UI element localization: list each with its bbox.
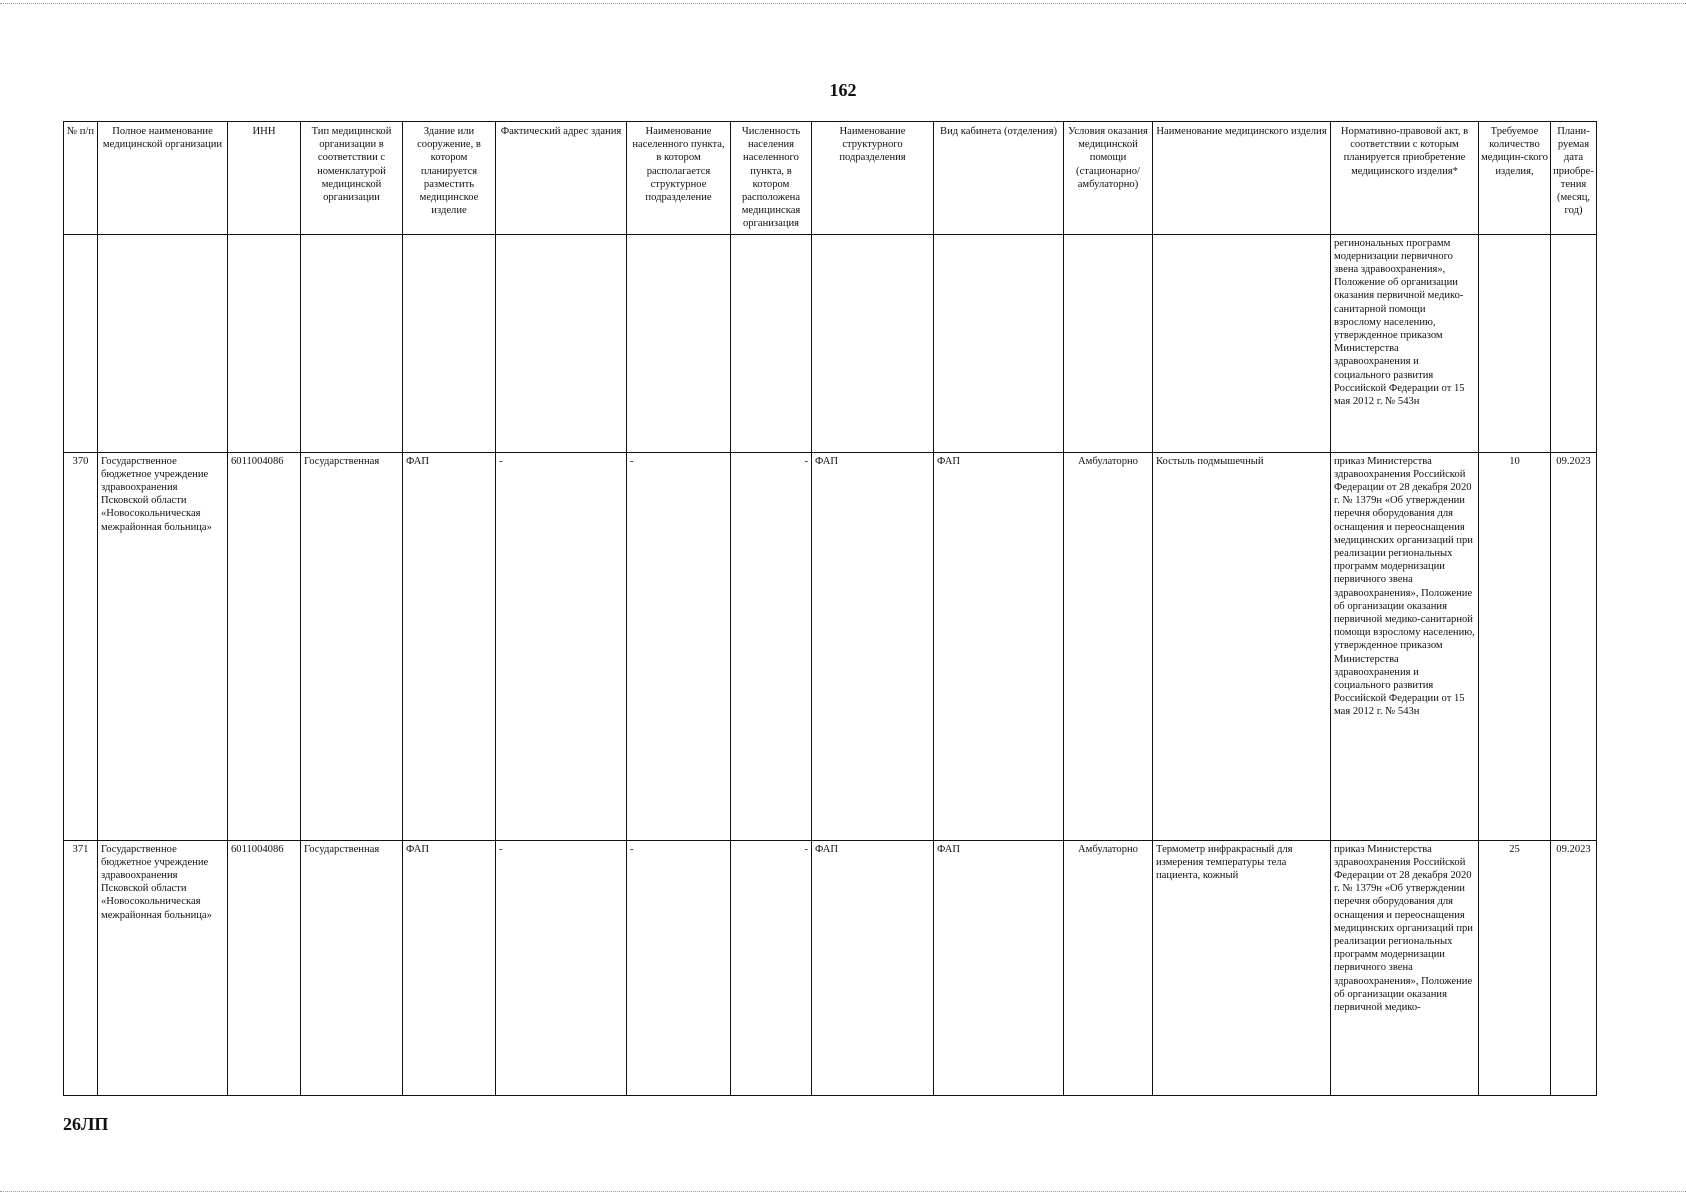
row-number-cell: 371 [64,840,98,1095]
device-cell: Костыль подмышечный [1153,452,1331,840]
legal-act-cell: регинональных программ модернизации первичного звена здравоохранения», Положение об организации оказания первичной медико-санитарной помощи взрослому населению, утвержденное приказом Министерства здравоохранения и социального развития Российской Федерации от 15 мая 2012 г. № 543н [1331,234,1479,452]
device-cell: Термометр инфракрасный для измерения температуры тела пациента, кожный [1153,840,1331,1095]
quantity-cell: 10 [1479,452,1551,840]
column-header: Тип медицинской организации в соответствии с номенклатурой медицинской организации [301,122,403,235]
footer-code: 26ЛП [63,1114,109,1134]
scan-edge-bottom [0,1191,1686,1192]
column-header: Наименование медицинского изделия [1153,122,1331,235]
column-header: Наименование структурного подразделения [812,122,934,235]
locality-cell: - [627,452,731,840]
page-number: 162 [829,80,857,100]
subdivision-cell: ФАП [812,452,934,840]
column-header: Нормативно-правовой акт, в соответствии с которым планируется приобретение медицинского изделия* [1331,122,1479,235]
population-cell: - [731,840,812,1095]
column-header: Наименование населенного пункта, в котором располагается структурное подразделение [627,122,731,235]
column-header: ИНН [228,122,301,235]
column-header: Вид кабинета (отделения) [934,122,1064,235]
equipment-table [63,121,1597,1096]
legal-act-cell: приказ Министерства здравоохранения Российской Федерации от 28 декабря 2020 г. № 1379н «Об утверждении перечня оборудования для оснащения и переоснащения медицинских организаций при реализации региональных программ модернизации первичного звена здравоохранения», Положение об организации оказания первичной медико-санитарной помощи взрослому населению, утвержденное приказом Министерства здравоохранения и социального развития Российской Федерации от 15 мая 2012 г. № 543н [1331,452,1479,840]
column-header: Полное наименование медицинской организации [98,122,228,235]
building-cell: ФАП [403,452,496,840]
legal-act-cell: приказ Министерства здравоохранения Российской Федерации от 28 декабря 2020 г. № 1379н «Об утверждении перечня оборудования для оснащения и переоснащения медицинских организаций при реализации региональных программ модернизации первичного звена здравоохранения», Положение об организации оказания первичной медико- [1331,840,1479,1095]
building-cell: ФАП [403,840,496,1095]
date-cell: 09.2023 [1551,452,1597,840]
column-header: Плани-руемая дата приобре-тения (месяц, год) [1551,122,1597,235]
column-header: Здание или сооружение, в котором планируется разместить медицинское изделие [403,122,496,235]
column-header: № п/п [64,122,98,235]
cabinet-cell: ФАП [934,452,1064,840]
address-cell: - [496,452,627,840]
address-cell: - [496,840,627,1095]
table-row [64,452,1597,840]
cabinet-cell: ФАП [934,840,1064,1095]
conditions-cell: Амбулаторно [1064,840,1153,1095]
table-row [64,840,1597,1095]
table-row-continuation [64,234,1597,452]
column-header: Условия оказания медицинской помощи (стационарно/ амбулаторно) [1064,122,1153,235]
inn-cell: 6011004086 [228,840,301,1095]
organization-cell: Государственное бюджетное учреждение здравоохранения Псковской области «Новосокольническая межрайонная больница» [98,840,228,1095]
row-number-cell: 370 [64,452,98,840]
org-type-cell: Государственная [301,452,403,840]
locality-cell: - [627,840,731,1095]
column-header: Фактический адрес здания [496,122,627,235]
subdivision-cell: ФАП [812,840,934,1095]
inn-cell: 6011004086 [228,452,301,840]
column-header: Требуемое количество медицин-ского изделия, [1479,122,1551,235]
scan-edge-top [0,3,1686,4]
table-header-row [64,122,1597,235]
column-header: Численность населения населенного пункта, в котором расположена медицинская организация [731,122,812,235]
population-cell: - [731,452,812,840]
date-cell: 09.2023 [1551,840,1597,1095]
organization-cell: Государственное бюджетное учреждение здравоохранения Псковской области «Новосокольническая межрайонная больница» [98,452,228,840]
conditions-cell: Амбулаторно [1064,452,1153,840]
org-type-cell: Государственная [301,840,403,1095]
quantity-cell: 25 [1479,840,1551,1095]
